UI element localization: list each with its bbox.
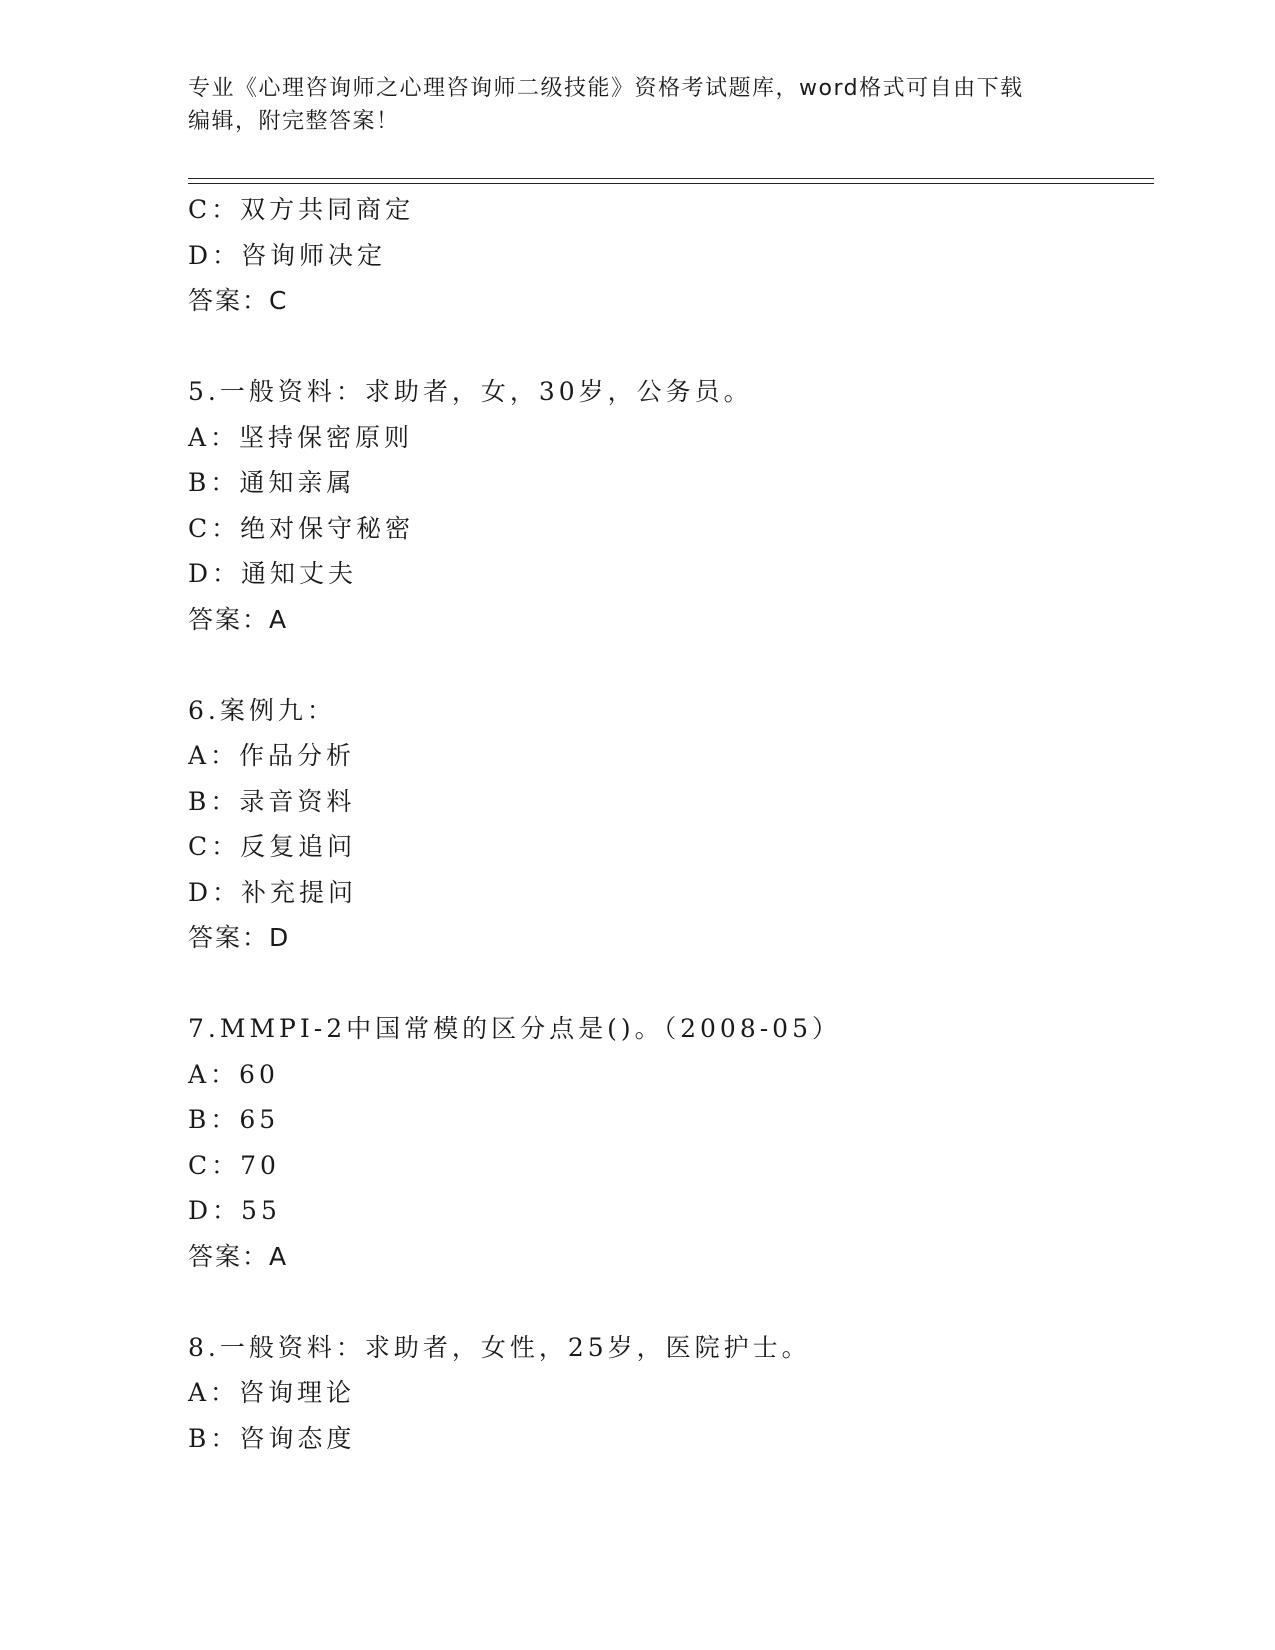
header-divider-top xyxy=(188,178,1154,179)
blank-line xyxy=(188,642,1148,688)
question-stem: 6.案例九： xyxy=(188,695,336,725)
option-line: A：咨询理论 xyxy=(188,1378,356,1407)
option-line: C：70 xyxy=(188,1150,280,1180)
blank-line xyxy=(188,1279,1148,1325)
header-line-1: 专业《心理咨询师之心理咨询师二级技能》资格考试题库，word格式可自由下载 xyxy=(188,76,1024,101)
blank-line xyxy=(188,324,1148,370)
option-line: A：坚持保密原则 xyxy=(188,422,414,452)
option-line: A：作品分析 xyxy=(188,741,356,770)
option-line: B：咨询态度 xyxy=(188,1423,356,1453)
header-line-2: 编辑，附完整答案！ xyxy=(188,109,400,134)
question-list xyxy=(188,187,1148,1461)
answer-line: 答案：A xyxy=(188,604,289,634)
option-line: D：咨询师决定 xyxy=(188,240,387,270)
answer-line: 答案：C xyxy=(188,286,289,315)
option-line: C：双方共同商定 xyxy=(188,195,415,224)
question-stem: 5.一般资料：求助者，女，30岁，公务员。 xyxy=(188,377,753,406)
option-line: C：绝对保守秘密 xyxy=(188,513,415,543)
option-line: B：65 xyxy=(188,1105,280,1134)
option-line: B：录音资料 xyxy=(188,786,356,816)
answer-line: 答案：A xyxy=(188,1241,289,1271)
document-header xyxy=(188,72,1088,138)
option-line: D：55 xyxy=(188,1196,281,1225)
answer-line: 答案：D xyxy=(188,923,291,952)
option-line: C：反复追问 xyxy=(188,832,357,861)
option-line: B：通知亲属 xyxy=(188,468,356,497)
header-divider-bottom xyxy=(188,183,1154,184)
option-line: D：通知丈夫 xyxy=(188,559,358,588)
blank-line xyxy=(188,961,1148,1007)
question-stem: 7.MMPI-2中国常模的区分点是()。（2008-05） xyxy=(188,1014,841,1043)
question-stem: 8.一般资料：求助者，女性，25岁，医院护士。 xyxy=(188,1332,811,1362)
option-line: A：60 xyxy=(188,1059,279,1089)
option-line: D：补充提问 xyxy=(188,877,358,907)
